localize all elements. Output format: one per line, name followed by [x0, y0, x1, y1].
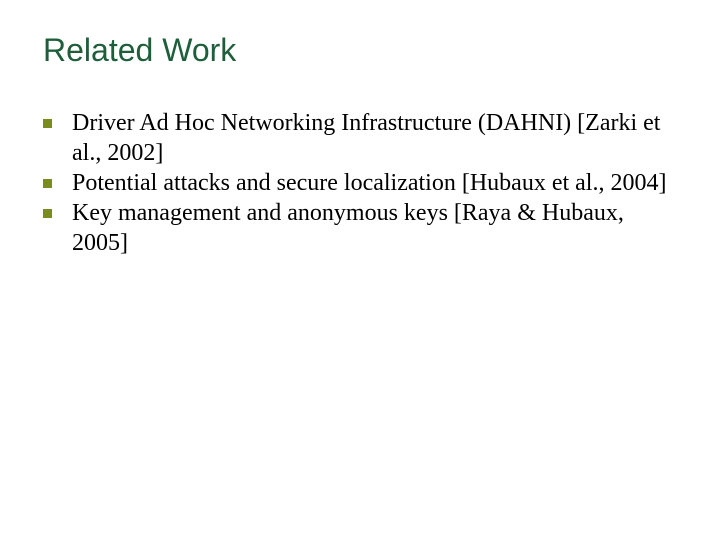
bullet-item-keys — [42, 198, 682, 258]
bullet-text: Potential attacks and secure localization [Hubaux et al., 2004] — [72, 170, 667, 196]
square-bullet-icon — [43, 179, 52, 188]
bullet-list — [42, 108, 682, 258]
bullet-text: Driver Ad Hoc Networking Infrastructure (DAHNI) [Zarki et al., 2002] — [72, 110, 661, 166]
square-bullet-icon — [43, 119, 52, 128]
square-bullet-icon — [43, 209, 52, 218]
slide-title: Related Work — [43, 32, 237, 68]
bullet-text: Key management and anonymous keys [Raya & Hubaux, 2005] — [72, 200, 624, 256]
bullet-item-dahni — [42, 108, 682, 168]
bullet-item-attacks — [42, 168, 682, 198]
